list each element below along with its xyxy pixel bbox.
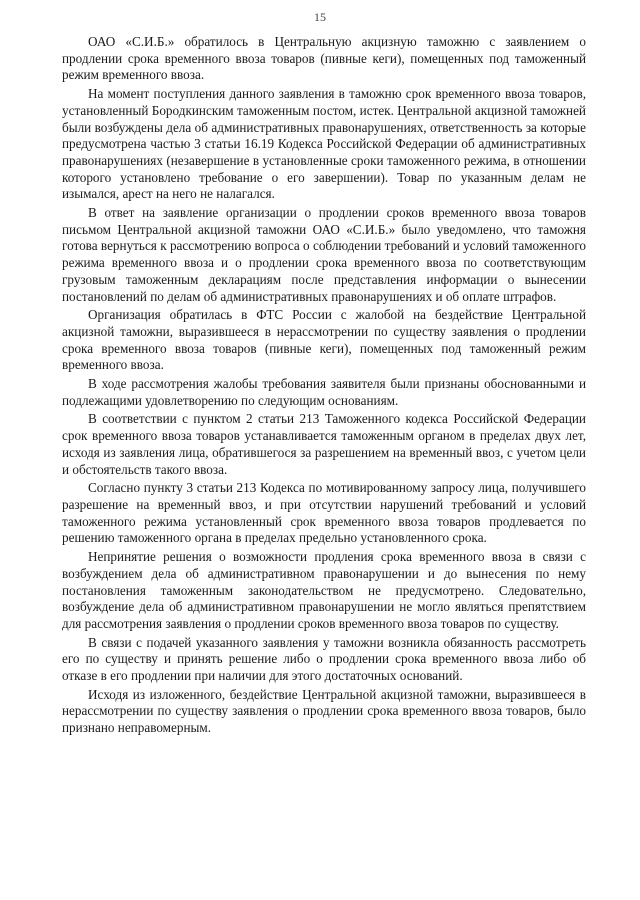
- paragraph-3: В ответ на заявление организации о продлении сроков временного ввоза товаров письмом Центральной акцизной таможни ОАО «С.И.Б.» было уведомлено, что таможня готова вернуться к рассмотрению вопроса о соблюдении требований и условий таможенного режима временного ввоза и о продлении срока временного ввоза по соответствующим грузовым таможенным декларациям после представления информации о вынесении постановлений по делам об административных правонарушениях и об оплате штрафов.: [62, 205, 586, 304]
- paragraph-8: Непринятие решения о возможности продления срока временного ввоза в связи с возбуждением дела об административном правонарушении и до вынесения по нему постановления таможенным законодательством не предусмотрено. Следовательно, возбуждение дела об административном правонарушении не могло являться препятствием для рассмотрения заявления о продлении сроков временного ввоза товаров по существу.: [62, 549, 586, 631]
- paragraph-6: В соответствии с пунктом 2 статьи 213 Таможенного кодекса Российской Федерации срок временного ввоза товаров устанавливается таможенным органом в пределах двух лет, исходя из заявления лица, обратившегося за разрешением на временный ввоз, с учетом цели и обстоятельств такого ввоза.: [62, 411, 586, 477]
- paragraph-1: ОАО «С.И.Б.» обратилось в Центральную акцизную таможню с заявлением о продлении срока временного ввоза товаров (пивные кеги), помещенных под таможенный режим временного ввоза.: [62, 34, 586, 83]
- paragraph-4: Организация обратилась в ФТС России с жалобой на бездействие Центральной акцизной таможни, выразившееся в нерассмотрении по существу заявления о продлении срока временного ввоза товаров (пивные кеги), помещенных под таможенный режим временного ввоза.: [62, 307, 586, 373]
- paragraph-9: В связи с подачей указанного заявления у таможни возникла обязанность рассмотреть его по существу и принять решение либо о продлении срока временного ввоза либо об отказе в его продлении при наличии для этого достаточных оснований.: [62, 634, 586, 684]
- paragraph-5: В ходе рассмотрения жалобы требования заявителя были признаны обоснованными и подлежащими удовлетворению по следующим основаниям.: [62, 376, 586, 408]
- paragraph-2: На момент поступления данного заявления в таможню срок временного ввоза товаров, установленный Бородкинским таможенным постом, истек. Центральной акцизной таможней были возбуждены дела об административных правонарушениях, ответственность за которые предусмотрена частью 3 статьи 16.19 Кодекса Российской Федерации об административных правонарушениях (незавершение в установленные сроки таможенного режима, в отношении которого установлено требование о его завершении). Товар по указанным делам не изымался, арест на него не налагался.: [62, 86, 586, 202]
- page-number: 15: [314, 10, 326, 24]
- document-body: [62, 34, 586, 739]
- paragraph-7: Согласно пункту 3 статьи 213 Кодекса по мотивированному запросу лица, получившего разрешение на временный ввоз, и при отсутствии нарушений требований и условий таможенного режима установленный срок временного ввоза товаров продлевается по решению таможенного органа в пределах предельно установленного срока.: [62, 480, 586, 546]
- paragraph-10: Исходя из изложенного, бездействие Центральной акцизной таможни, выразившееся в нерассмотрении по существу заявления о продлении срока временного ввоза товаров, было признано неправомерным.: [62, 686, 586, 736]
